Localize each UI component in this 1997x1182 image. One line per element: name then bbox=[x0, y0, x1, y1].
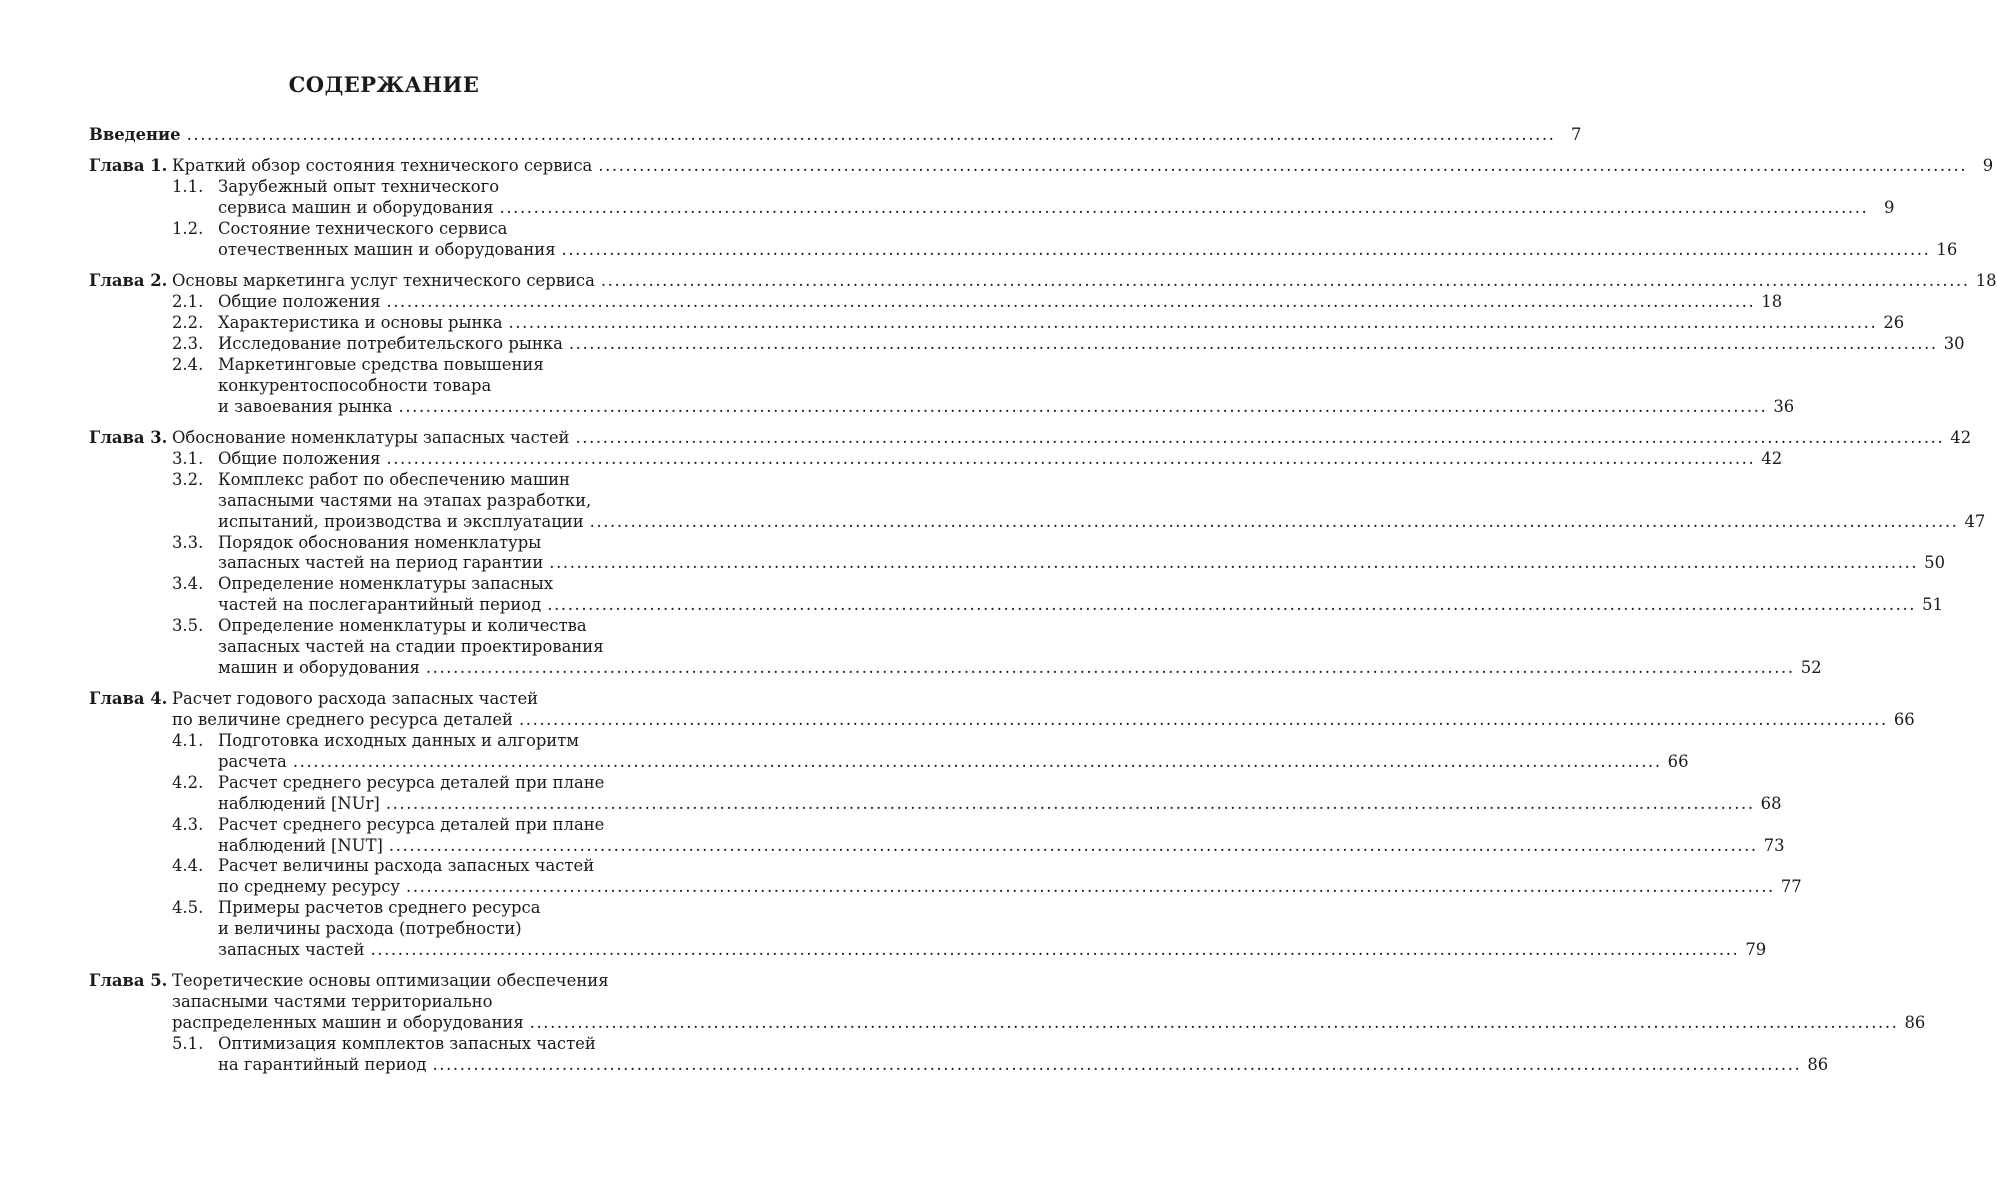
toc-chapter-entry[interactable] bbox=[89, 428, 1972, 449]
toc-row bbox=[89, 511, 1986, 533]
toc-row bbox=[89, 448, 1783, 470]
toc-row bbox=[89, 355, 663, 376]
toc-section-entry[interactable] bbox=[89, 219, 1958, 261]
toc-row bbox=[89, 637, 663, 658]
page-number: 18 bbox=[1975, 271, 1997, 291]
toc-section-entry[interactable] bbox=[89, 1034, 1829, 1076]
toc-chapter-entry[interactable] bbox=[89, 689, 1915, 731]
section-number: 4.4. bbox=[172, 856, 204, 876]
section-title: Расчет величины расхода запасных частей bbox=[218, 856, 595, 876]
toc-row bbox=[89, 491, 663, 512]
dot-leader bbox=[386, 794, 1755, 815]
page-number: 7 bbox=[1571, 125, 1582, 144]
toc-section-entry[interactable] bbox=[89, 334, 1965, 355]
toc-row bbox=[89, 992, 663, 1013]
toc-row bbox=[89, 396, 1795, 418]
chapter-title: Расчет годового расхода запасных частей bbox=[172, 689, 539, 709]
chapter-title: Теоретические основы оптимизации обеспечения bbox=[172, 971, 609, 991]
chapter-title: Краткий обзор состояния технического сервиса bbox=[172, 156, 593, 176]
dot-leader bbox=[389, 836, 1758, 857]
toc-row bbox=[89, 877, 1802, 898]
toc-chapter-entry[interactable] bbox=[89, 271, 1997, 292]
toc-row bbox=[89, 376, 663, 397]
toc-row bbox=[89, 156, 1994, 177]
dot-leader bbox=[547, 595, 1916, 616]
section-number: 3.1. bbox=[172, 448, 204, 468]
dot-leader bbox=[293, 752, 1662, 773]
dot-leader bbox=[399, 397, 1768, 418]
page-title: СОДЕРЖАНИЕ bbox=[288, 72, 480, 97]
toc-row bbox=[89, 219, 663, 240]
chapter-gap bbox=[89, 679, 663, 690]
section-title: запасными частями на этапах разработки, bbox=[218, 490, 592, 510]
section-title: расчета bbox=[218, 751, 287, 771]
chapter-gap bbox=[89, 418, 663, 429]
dot-leader bbox=[569, 334, 1938, 355]
toc-row bbox=[89, 239, 1958, 261]
section-title: сервиса машин и оборудования bbox=[218, 198, 494, 218]
toc-row bbox=[89, 334, 1965, 355]
section-title: Порядок обоснования номенклатуры bbox=[218, 532, 542, 552]
toc-row bbox=[89, 751, 1689, 773]
toc-section-entry[interactable] bbox=[89, 574, 1943, 616]
section-title: Общие положения bbox=[218, 292, 381, 312]
dot-leader bbox=[530, 1013, 1899, 1034]
section-title: наблюдений [NUT] bbox=[218, 835, 383, 855]
page-number: 18 bbox=[1761, 292, 1783, 312]
toc-row bbox=[89, 689, 663, 710]
toc-row bbox=[89, 710, 1915, 731]
toc-row bbox=[89, 125, 1582, 146]
dot-leader bbox=[187, 125, 1556, 146]
section-number: 4.5. bbox=[172, 898, 204, 918]
toc-chapter-entry[interactable] bbox=[89, 156, 1994, 177]
page-number: 86 bbox=[1904, 1013, 1926, 1033]
page-number: 16 bbox=[1936, 239, 1958, 259]
section-title: испытаний, производства и эксплуатации bbox=[218, 511, 584, 531]
section-title: Подготовка исходных данных и алгоритм bbox=[218, 731, 580, 751]
chapter-title: Обоснование номенклатуры запасных частей bbox=[172, 428, 570, 448]
toc-row bbox=[89, 313, 1905, 334]
section-number: 5.1. bbox=[172, 1034, 204, 1054]
chapter-title: распределенных машин и оборудования bbox=[172, 1013, 524, 1033]
toc-row bbox=[89, 731, 663, 752]
page-number: 51 bbox=[1922, 595, 1943, 615]
section-number: 3.3. bbox=[172, 532, 204, 552]
chapter-title: Основы маркетинга услуг технического сервиса bbox=[172, 271, 595, 291]
section-number: 1.2. bbox=[172, 219, 204, 239]
dot-leader bbox=[386, 292, 1755, 313]
toc-section-entry[interactable] bbox=[89, 616, 1822, 679]
section-title: Зарубежный опыт технического bbox=[218, 177, 500, 197]
section-title: Определение номенклатуры и количества bbox=[218, 616, 587, 636]
section-number: 2.4. bbox=[172, 354, 204, 374]
dot-leader bbox=[575, 428, 1944, 449]
toc-row bbox=[89, 271, 1997, 292]
section-title: Расчет среднего ресурса деталей при плане bbox=[218, 772, 605, 792]
toc-section-entry[interactable] bbox=[89, 772, 1782, 815]
section-title: запасных частей bbox=[218, 939, 365, 959]
toc-row bbox=[89, 595, 1943, 616]
section-number: 3.2. bbox=[172, 469, 204, 489]
section-title: Маркетинговые средства повышения bbox=[218, 354, 544, 374]
page-number: 9 bbox=[1883, 198, 1895, 218]
toc-row bbox=[89, 574, 663, 595]
toc-row bbox=[89, 793, 1782, 815]
section-title: запасных частей на период гарантии bbox=[218, 553, 544, 573]
toc-row bbox=[89, 292, 1783, 313]
toc-section-entry[interactable] bbox=[89, 354, 1795, 418]
section-number: 2.3. bbox=[172, 334, 204, 354]
section-title: Состояние технического сервиса bbox=[218, 219, 508, 239]
section-number: 3.4. bbox=[172, 574, 204, 594]
toc-section-entry[interactable] bbox=[89, 448, 1783, 470]
toc-row bbox=[89, 815, 663, 836]
section-number: 2.2. bbox=[172, 313, 204, 333]
section-title: конкурентоспособности товара bbox=[218, 375, 492, 395]
section-title: Характеристика и основы рынка bbox=[218, 313, 503, 333]
toc-row bbox=[89, 428, 1972, 449]
section-number: 4.3. bbox=[172, 814, 204, 834]
dot-leader bbox=[519, 710, 1888, 731]
table-of-contents bbox=[89, 125, 1997, 1076]
toc-section-entry[interactable] bbox=[89, 177, 1895, 219]
section-number: 4.1. bbox=[172, 731, 204, 751]
toc-section-entry[interactable] bbox=[89, 469, 1986, 533]
chapter-label: Глава 1. bbox=[89, 156, 168, 176]
toc-intro-entry[interactable] bbox=[89, 125, 1582, 146]
toc-row bbox=[89, 657, 1822, 679]
toc-section-entry[interactable] bbox=[89, 856, 1802, 898]
chapter-label: Глава 5. bbox=[89, 971, 168, 991]
chapter-gap bbox=[89, 261, 663, 272]
toc-row bbox=[89, 533, 663, 554]
dot-leader bbox=[598, 156, 1967, 177]
section-title: запасных частей на стадии проектирования bbox=[218, 636, 604, 656]
toc-row bbox=[89, 939, 1767, 961]
chapter-label: Глава 2. bbox=[89, 271, 168, 291]
toc-section-entry[interactable] bbox=[89, 814, 1785, 857]
toc-chapter-entry[interactable] bbox=[89, 971, 1926, 1034]
page-number: 66 bbox=[1893, 710, 1915, 730]
page-number: 42 bbox=[1761, 448, 1783, 468]
section-number: 4.2. bbox=[172, 772, 204, 792]
page-number: 52 bbox=[1800, 657, 1822, 677]
chapter-label: Глава 4. bbox=[89, 689, 168, 709]
page-number: 50 bbox=[1924, 553, 1945, 573]
toc-section-entry[interactable] bbox=[89, 898, 1767, 961]
chapter-gap bbox=[89, 146, 663, 157]
toc-row bbox=[89, 1054, 1829, 1076]
page-number: 42 bbox=[1950, 428, 1972, 448]
page-number: 30 bbox=[1943, 334, 1965, 354]
toc-row bbox=[89, 177, 663, 198]
intro-label: Введение bbox=[89, 125, 181, 144]
toc-row bbox=[89, 971, 663, 992]
dot-leader bbox=[508, 313, 1877, 334]
toc-section-entry[interactable] bbox=[89, 532, 1945, 575]
toc-row bbox=[89, 898, 663, 919]
section-title: Комплекс работ по обеспечению машин bbox=[218, 469, 570, 489]
toc-row bbox=[89, 198, 1895, 219]
section-title: частей на послегарантийный период bbox=[218, 595, 542, 615]
section-title: Оптимизация комплектов запасных частей bbox=[218, 1034, 596, 1054]
page-number: 66 bbox=[1667, 751, 1689, 771]
section-title: машин и оборудования bbox=[218, 657, 420, 677]
section-number: 1.1. bbox=[172, 177, 204, 197]
toc-row bbox=[89, 1034, 663, 1055]
toc-row bbox=[89, 835, 1785, 857]
page-number: 26 bbox=[1883, 313, 1905, 333]
section-title: по среднему ресурсу bbox=[218, 877, 401, 897]
dot-leader bbox=[590, 512, 1959, 533]
section-title: и завоевания рынка bbox=[218, 396, 393, 416]
chapter-gap bbox=[89, 961, 663, 972]
page-number: 77 bbox=[1780, 877, 1802, 897]
section-title: Примеры расчетов среднего ресурса bbox=[218, 898, 541, 918]
toc-row bbox=[89, 773, 663, 794]
toc-section-entry[interactable] bbox=[89, 313, 1905, 334]
dot-leader bbox=[500, 198, 1869, 219]
chapter-label: Глава 3. bbox=[89, 428, 168, 448]
section-title: на гарантийный период bbox=[218, 1054, 427, 1074]
section-title: наблюдений [NUr] bbox=[218, 793, 380, 813]
section-title: отечественных машин и оборудования bbox=[218, 239, 556, 259]
page-number: 73 bbox=[1763, 835, 1785, 855]
toc-row bbox=[89, 616, 663, 637]
page-number: 86 bbox=[1807, 1054, 1829, 1074]
toc-row bbox=[89, 553, 1945, 574]
toc-section-entry[interactable] bbox=[89, 292, 1783, 313]
section-title: и величины расхода (потребности) bbox=[218, 919, 522, 939]
page-number: 68 bbox=[1760, 793, 1782, 813]
dot-leader bbox=[432, 1055, 1801, 1076]
chapter-title: запасными частями территориально bbox=[172, 992, 493, 1012]
section-title: Исследование потребительского рынка bbox=[218, 334, 563, 354]
section-number: 3.5. bbox=[172, 616, 204, 636]
section-title: Расчет среднего ресурса деталей при плане bbox=[218, 814, 605, 834]
toc-row bbox=[89, 470, 663, 491]
dot-leader bbox=[426, 658, 1795, 679]
chapter-title: по величине среднего ресурса деталей bbox=[172, 710, 513, 730]
dot-leader bbox=[406, 877, 1775, 898]
page-number: 79 bbox=[1745, 939, 1767, 959]
section-number: 2.1. bbox=[172, 292, 204, 312]
dot-leader bbox=[601, 271, 1970, 292]
dot-leader bbox=[549, 553, 1918, 574]
toc-section-entry[interactable] bbox=[89, 731, 1689, 773]
dot-leader bbox=[386, 449, 1755, 470]
toc-row bbox=[89, 919, 663, 940]
dot-leader bbox=[562, 240, 1931, 261]
toc-row bbox=[89, 856, 663, 877]
page-number: 47 bbox=[1964, 511, 1986, 531]
page-number: 9 bbox=[1982, 156, 1994, 176]
page-number: 36 bbox=[1773, 396, 1795, 416]
toc-row bbox=[89, 1013, 1926, 1034]
section-title: Определение номенклатуры запасных bbox=[218, 574, 554, 594]
dot-leader bbox=[371, 940, 1740, 961]
section-title: Общие положения bbox=[218, 448, 381, 468]
